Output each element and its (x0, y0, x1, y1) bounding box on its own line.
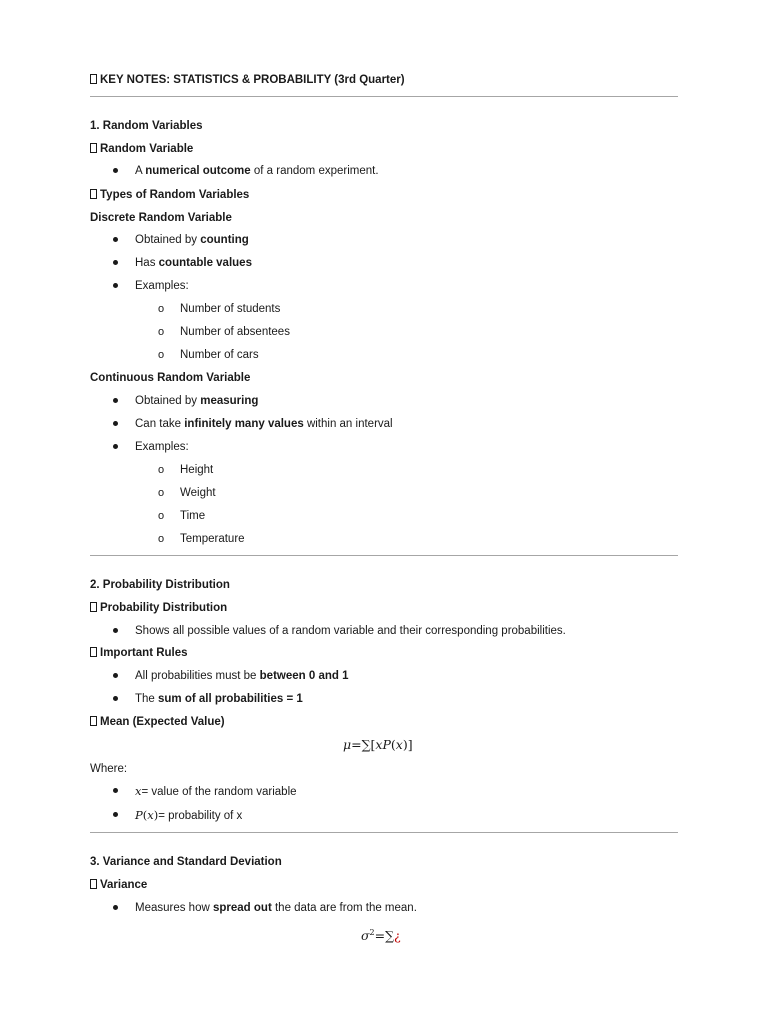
sub-bullet-icon: o (158, 510, 165, 522)
bullet-icon (113, 673, 118, 678)
subheading-variance: Variance (90, 878, 147, 892)
list-item: Measures how spread out the data are from the mean. (135, 902, 417, 914)
list-item: Examples: (135, 441, 189, 453)
missing-glyph-icon (90, 143, 97, 153)
bullet-icon (113, 398, 118, 403)
list-item: A numerical outcome of a random experiment. (135, 165, 379, 177)
horizontal-rule (90, 555, 678, 556)
list-item: Height (180, 464, 214, 476)
list-item: x= value of the random variable (135, 784, 297, 798)
list-item: Examples: (135, 280, 189, 292)
list-item: Number of absentees (180, 326, 290, 338)
horizontal-rule (90, 96, 678, 97)
section-heading-random-variables: 1. Random Variables (90, 120, 203, 132)
list-item: Can take infinitely many values within an interval (135, 418, 393, 430)
bullet-icon (113, 237, 118, 242)
discrete-heading: Discrete Random Variable (90, 212, 232, 224)
continuous-heading: Continuous Random Variable (90, 372, 251, 384)
missing-glyph-icon (90, 74, 97, 84)
list-item: Number of cars (180, 349, 259, 361)
missing-glyph-icon (90, 879, 97, 889)
mean-formula: μ=∑[xP(x)] (343, 737, 413, 752)
list-item: Has countable values (135, 257, 252, 269)
sub-bullet-icon: o (158, 326, 165, 338)
bullet-icon (113, 260, 118, 265)
sub-bullet-icon: o (158, 349, 165, 361)
missing-glyph-icon (90, 189, 97, 199)
sub-bullet-icon: o (158, 464, 165, 476)
list-item: Obtained by measuring (135, 395, 259, 407)
list-item: All probabilities must be between 0 and 1 (135, 670, 349, 682)
bullet-icon (113, 696, 118, 701)
list-item: Obtained by counting (135, 234, 249, 246)
missing-glyph-icon (90, 602, 97, 612)
subheading-probability-distribution: Probability Distribution (90, 601, 227, 615)
sub-bullet-icon: o (158, 533, 165, 545)
doc-title: KEY NOTES: STATISTICS & PROBABILITY (3rd Quarter) (90, 73, 405, 87)
list-item: P(x)= probability of x (135, 808, 243, 822)
missing-glyph-icon (90, 647, 97, 657)
bullet-icon (113, 905, 118, 910)
bullet-icon (113, 812, 118, 817)
list-item: The sum of all probabilities = 1 (135, 693, 303, 705)
bullet-icon (113, 628, 118, 633)
subheading-random-variable: Random Variable (90, 142, 193, 156)
subheading-types: Types of Random Variables (90, 188, 249, 202)
bullet-icon (113, 421, 118, 426)
list-item: Weight (180, 487, 216, 499)
bullet-icon (113, 168, 118, 173)
list-item: Shows all possible values of a random variable and their corresponding probabilities. (135, 625, 566, 637)
subheading-mean: Mean (Expected Value) (90, 715, 225, 729)
where-label: Where: (90, 763, 128, 775)
section-heading-variance: 3. Variance and Standard Deviation (90, 856, 282, 868)
bullet-icon (113, 788, 118, 793)
list-item: Time (180, 510, 206, 522)
bullet-icon (113, 283, 118, 288)
list-item: Temperature (180, 533, 245, 545)
subheading-important-rules: Important Rules (90, 646, 188, 660)
list-item: Number of students (180, 303, 281, 315)
missing-glyph-icon (90, 716, 97, 726)
sub-bullet-icon: o (158, 303, 165, 315)
section-heading-probability-distribution: 2. Probability Distribution (90, 579, 230, 591)
sub-bullet-icon: o (158, 487, 165, 499)
bullet-icon (113, 444, 118, 449)
variance-formula: $\sigma^2=\sum¿$ (361, 928, 401, 944)
horizontal-rule (90, 832, 678, 833)
